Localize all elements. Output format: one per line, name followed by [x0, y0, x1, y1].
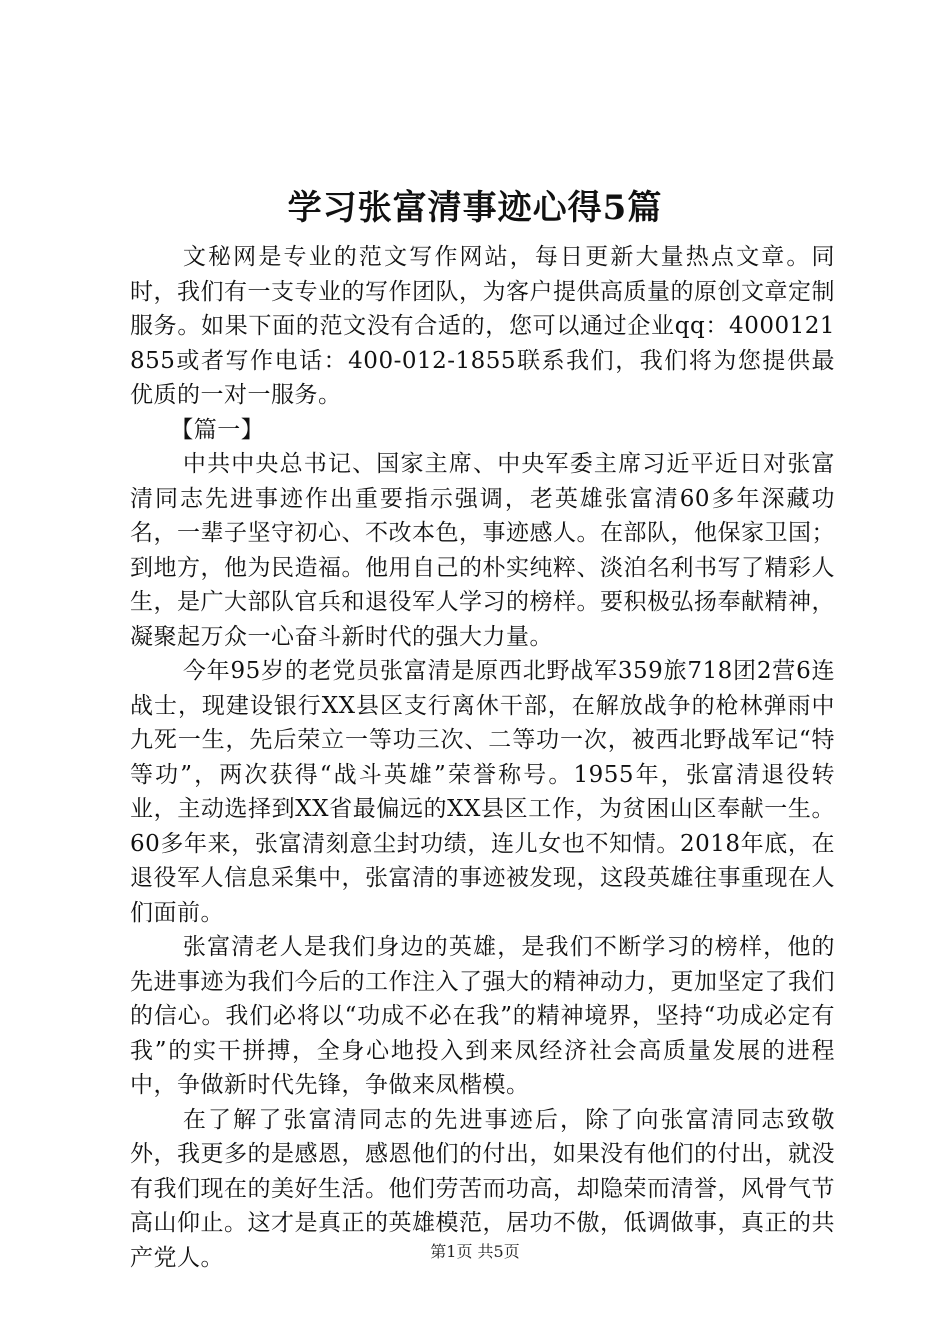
- body-paragraph: 今年95岁的老党员张富清是原西北野战军359旅718团2营6连战士，现建设银行XX县区支行离休干部，在解放战争的枪林弹雨中九死一生，先后荣立一等功三次、二等功一次，被西北野战军记“特等功”，两次获得“战斗英雄”荣誉称号。1955年，张富清退役转业，主动选择到XX省最偏远的XX县区工作，为贫困山区奉献一生。60多年来，张富清刻意尘封功绩，连儿女也不知情。2018年底，在退役军人信息采集中，张富清的事迹被发现，这段英雄往事重现在人们面前。: [130, 658, 835, 926]
- body-paragraph: 在了解了张富清同志的先进事迹后，除了向张富清同志致敬外，我更多的是感恩，感恩他们的付出，如果没有他们的付出，就没有我们现在的美好生活。他们劳苦而功高，却隐荣而清誉，风骨气节高山仰止。这才是真正的英雄模范，居功不傲，低调做事，真正的共产党人。: [130, 1106, 835, 1271]
- section-heading: 【篇一】: [170, 416, 265, 443]
- intro-paragraph: 文秘网是专业的范文写作网站，每日更新大量热点文章。同时，我们有一支专业的写作团队，为客户提供高质量的原创文章定制服务。如果下面的范文没有合适的，您可以通过企业qq：4000121855或者写作电话：400-012-1855联系我们，我们将为您提供最优质的一对一服务。: [130, 244, 835, 408]
- body-paragraph: 中共中央总书记、国家主席、中央军委主席习近平近日对张富清同志先进事迹作出重要指示强调，老英雄张富清60多年深藏功名，一辈子坚守初心、不改本色，事迹感人。在部队，他保家卫国；到地方，他为民造福。他用自己的朴实纯粹、淡泊名利书写了精彩人生，是广大部队官兵和退役军人学习的榜样。要积极弘扬奉献精神，凝聚起万众一心奋斗新时代的强大力量。: [130, 451, 835, 650]
- document-title: 学习张富清事迹心得5篇: [287, 188, 663, 228]
- document-body: [130, 240, 835, 1275]
- body-paragraph: 张富清老人是我们身边的英雄，是我们不断学习的榜样，他的先进事迹为我们今后的工作注入了强大的精神动力，更加坚定了我们的信心。我们必将以“功成不必在我”的精神境界，坚持“功成必定有我”的实干拼搏，全身心地投入到来凤经济社会高质量发展的进程中，争做新时代先锋，争做来凤楷模。: [130, 934, 835, 1098]
- page-footer: 第1页 共5页: [430, 1242, 520, 1261]
